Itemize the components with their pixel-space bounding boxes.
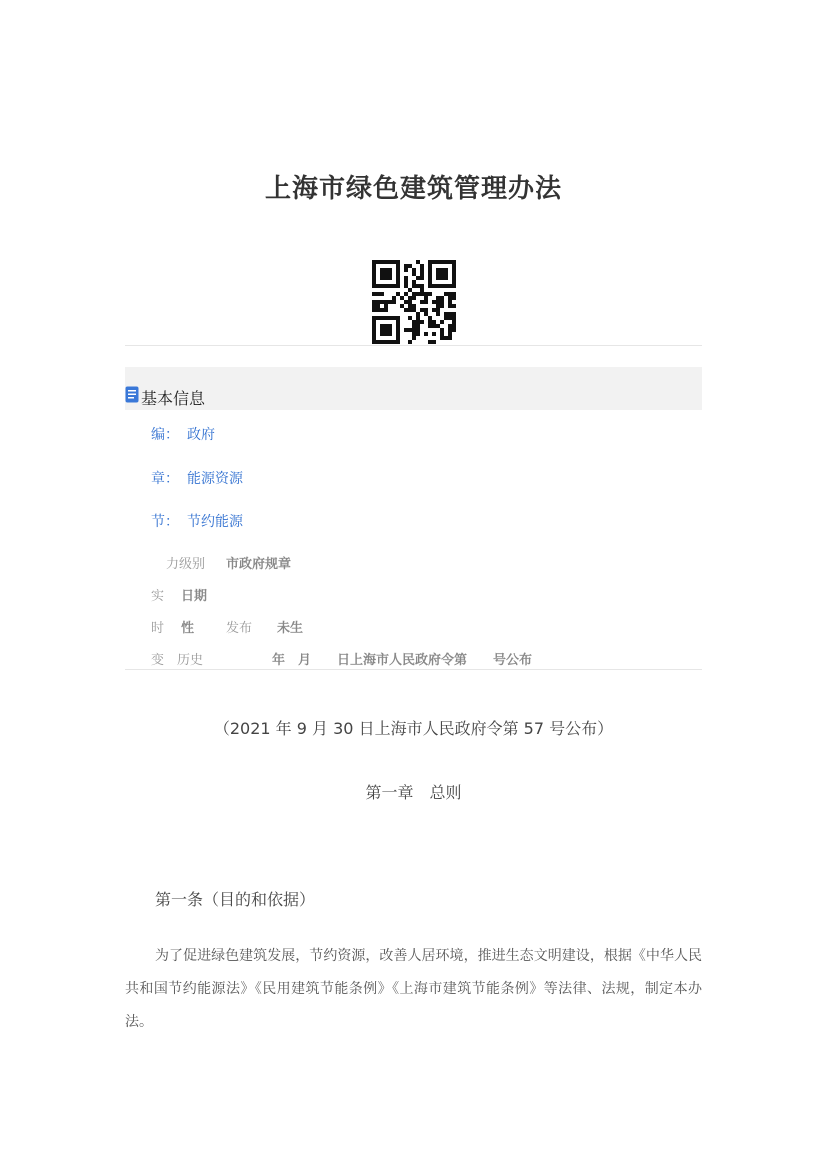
impl-label: 实 [151,589,165,604]
time-label: 时 [151,621,165,636]
history-label: 变 历史 [151,653,204,668]
impl-value: 日期 [181,589,208,604]
article-heading: 第一条（目的和依据） [155,890,316,909]
meta-row-compilation [151,424,215,444]
publish-value: 未生 [277,621,304,636]
level-value: 市政府规章 [226,557,292,572]
promulgation-note: （2021 年 9 月 30 日上海市人民政府令第 57 号公布） [213,719,614,738]
chapter-heading: 第一章 总则 [365,783,462,802]
level-label: 力级别 [166,557,206,572]
qr-code-icon [372,260,456,344]
meta-row-section [151,511,243,531]
basic-info-title: 基本信息 [141,389,206,408]
basic-info-header [125,367,702,410]
meta-value[interactable]: 能源资源 [187,471,243,487]
meta-key: 章： [151,471,179,487]
document-title: 上海市绿色建筑管理办法 [264,174,562,204]
divider-top [125,345,702,346]
divider-bottom [125,669,702,670]
document-icon [125,386,139,403]
meta-row-chapter [151,468,243,488]
meta-key: 节： [151,514,179,530]
time-value: 性 [181,621,195,636]
meta-value[interactable]: 节约能源 [187,514,243,530]
publish-label: 发布 [226,621,253,636]
article-paragraph: 为了促进绿色建筑发展，节约资源，改善人居环境，推进生态文明建设，根据《中华人民共和国节约能源法》《民用建筑节能条例》《上海市建筑节能条例》等法律、法规，制定本办法。 [125,948,702,1030]
meta-key: 编： [151,427,179,443]
history-value: 年 月 日上海市人民政府令第 号公布 [272,653,533,668]
meta-value[interactable]: 政府 [187,427,215,443]
